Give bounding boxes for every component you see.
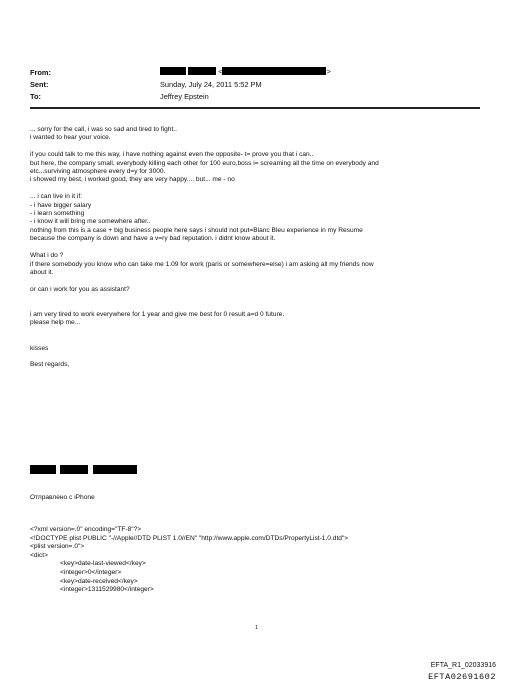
- sent-value: Sunday, July 24, 2011 5:52 PM: [160, 80, 262, 89]
- body-line: [30, 353, 490, 361]
- body-line: [30, 143, 490, 151]
- body-line: [30, 185, 490, 193]
- body-line: i am very tired to work everywhere for 1 year and give me best for 0 result a=d 0 future.: [30, 310, 285, 318]
- body-line: about it.: [30, 268, 54, 276]
- body-line: i showed my best, i worked good, they are very happy.... but... me - no: [30, 176, 235, 184]
- body-line: etc...surviving atmosphere every d=y for 3000.: [30, 168, 166, 176]
- body-line: nothing from this is a case + big business people here says i should not put=Blanc Bleu experience in my Resume: [30, 226, 363, 234]
- from-label: From:: [30, 68, 51, 77]
- body-line: Best regards,: [30, 361, 70, 369]
- body-line: or can i work for you as assistant?: [30, 285, 130, 293]
- signature-device: Отправлено с iPhone: [30, 494, 95, 501]
- signature-redaction: [30, 460, 137, 478]
- body-line: ... i can live in it if:: [30, 193, 83, 201]
- xml-line: <key>date-received</key>: [60, 577, 138, 585]
- body-line: if you could talk to me this way, i have nothing against even the opposite- t= prove you that i can..: [30, 151, 314, 159]
- body-line: What i do ?: [30, 252, 64, 260]
- from-value: [160, 67, 331, 76]
- header-divider: [30, 107, 480, 109]
- xml-line: <dict>: [30, 551, 48, 559]
- sent-label: Sent:: [30, 80, 49, 89]
- email-body: [30, 126, 490, 370]
- redaction-block: [160, 67, 186, 75]
- bates-stamp-small: EFTA_R1_02033916: [430, 662, 496, 669]
- xml-line: <key>date-last-viewed</key>: [60, 560, 146, 568]
- redaction-block: [60, 465, 88, 474]
- body-line: - i know it will bring me somewhere after..: [30, 218, 151, 226]
- body-line: [30, 303, 490, 311]
- xml-line: <!DOCTYPE plist PUBLIC "-//Apple//DTD PLIST 1.0//EN" "http://www.apple.com/DTDs/PropertyList-1.0.dtd">: [30, 534, 349, 542]
- from-lt: <: [218, 67, 223, 76]
- body-line: [30, 336, 490, 344]
- xml-line: <integer>0</integer>: [60, 568, 122, 576]
- body-line: - i have bigger salary: [30, 201, 92, 209]
- redaction-block: [222, 67, 326, 75]
- body-line: [30, 244, 490, 252]
- body-line: [30, 294, 490, 302]
- body-line: - i learn something: [30, 210, 85, 218]
- body-line: but here, the company small, everybody killing each other for 100 euro,boss i= screaming all the time on everybody and: [30, 159, 379, 167]
- body-line: kisses: [30, 344, 49, 352]
- bates-stamp-large: EFTA02691602: [428, 672, 496, 682]
- body-line: ... sorry for the call, i was so sad and tired to fight..: [30, 126, 177, 133]
- redaction-block: [93, 465, 137, 474]
- redaction-block: [188, 67, 216, 75]
- body-line: please help me...: [30, 319, 81, 327]
- xml-line: <plist version=.0">: [30, 543, 85, 551]
- page-number: 1: [255, 625, 259, 631]
- body-line: i wanted to hear your voice.: [30, 134, 111, 142]
- body-line: if there somebody you know who can take me 1.09 for work (paris or somewhere=else) i am asking all my friends now: [30, 260, 374, 268]
- body-line: [30, 328, 490, 336]
- xml-line: <?xml version=.0" encoding="TF-8"?>: [30, 526, 142, 533]
- redaction-block: [30, 465, 56, 474]
- xml-block: [30, 526, 348, 595]
- to-label: To:: [30, 92, 41, 101]
- body-line: [30, 277, 490, 285]
- to-value: Jeffrey Epstein: [160, 92, 209, 101]
- from-gt: >: [326, 67, 331, 76]
- xml-line: <integer>1311529980</integer>: [60, 586, 154, 594]
- body-line: because the company is down and have a v=ry bad reputation. i didnt know about it.: [30, 235, 276, 243]
